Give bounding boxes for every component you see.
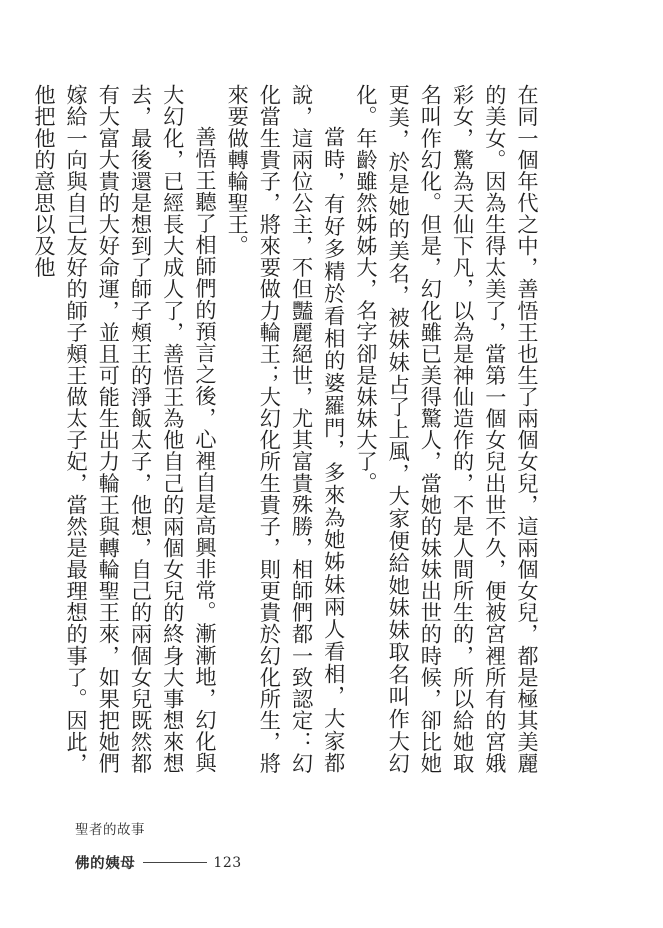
series-title: 聖者的故事 [75, 822, 145, 838]
paragraph-3: 善悟王聽了相師們的預言之後，心裡自是高興非常。漸漸地，幻化與大幻化，已經長大成人了，善悟王為他自己的兩個女兒的終身大事想來想去，最後還是想到了師子頰王的淨飯太子，他想，自己的兩個女兒既然都有大富大貴的大好命運，並且可能生出力輪王與轉輪聖王來，如果把她們嫁給一向與自己友好的師子頰王做太子妃，當然是最理想的事了。因此，他把他的意思以及他 [31, 84, 218, 774]
running-footer [75, 852, 242, 873]
paragraph-2: 當時，有好多精於看相的婆羅門，多來為她姊妹兩人看相，大家都說，這兩位公主，不但豔麗絕世，尤其富貴殊勝，相師們都一致認定：幻化當生貴子，將來要做力輪王；大幻化所生貴子，則更貴於幻化所生，將來要做轉輪聖王。 [225, 84, 347, 774]
page-number: 123 [213, 854, 242, 871]
book-title: 佛的姨母 [75, 856, 136, 872]
paragraph-1: 在同一個年代之中，善悟王也生了兩個女兒，這兩個女兒，都是極其美麗的美女。因為生得太美了，當第一個女兒出世不久，便被宮裡所有的宮娥彩女，驚為天仙下凡，以為是神仙造作的，不是人間所生的，所以給她取名叫作幻化。但是，幻化雖已美得驚人，當她的妹妹出世的時候，卻比她更美，於是她的美名，被妹妹占了上風，大家便給她妹妹取名叫作大幻化。年齡雖然姊姊大，名字卻是妹妹大了。 [353, 84, 540, 774]
footer-rule [143, 862, 207, 863]
body-text [31, 84, 543, 774]
